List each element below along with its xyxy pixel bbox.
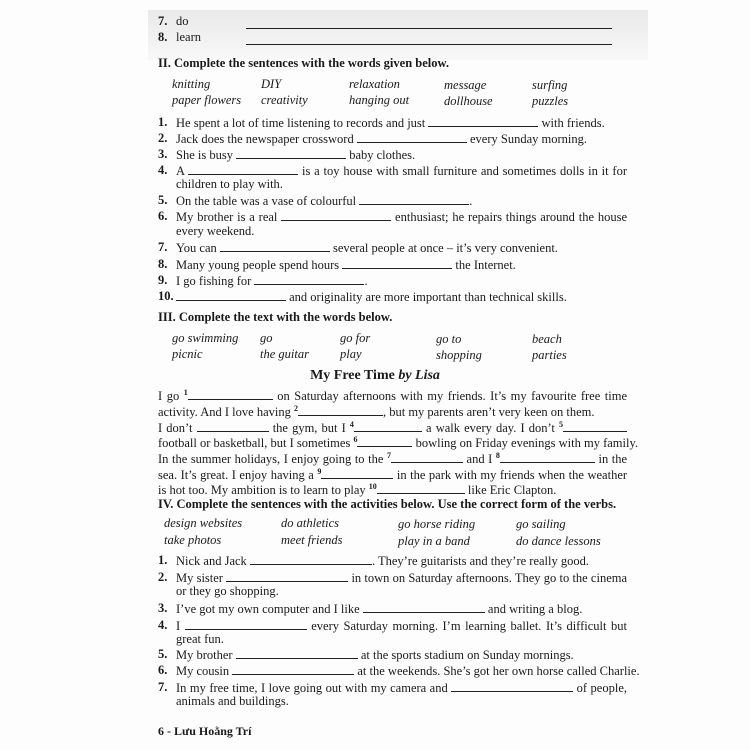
item-number: 8. bbox=[158, 30, 168, 44]
item-number: 2. bbox=[158, 570, 168, 584]
item-text: and writing a blog. bbox=[487, 602, 583, 616]
exercise-item bbox=[158, 209, 627, 225]
item-number: 3. bbox=[158, 601, 168, 615]
item-text: A bbox=[176, 164, 185, 178]
answer-blank[interactable] bbox=[250, 553, 372, 565]
story-text: I go bbox=[158, 389, 180, 404]
section-heading: II. Complete the sentences with the words given below. bbox=[158, 56, 449, 70]
item-text: baby clothes. bbox=[349, 148, 416, 162]
item-text: every Sunday morning. bbox=[469, 132, 587, 146]
exercise-item bbox=[158, 553, 627, 569]
section-heading: III. Complete the text with the words below. bbox=[158, 310, 393, 324]
item-text: . They’re guitarists and they’re really good. bbox=[371, 554, 589, 568]
gap-number: 1 bbox=[183, 388, 188, 397]
story-text: in the bbox=[598, 452, 628, 467]
story-text: the gym, but I bbox=[272, 421, 346, 436]
item-text: every Saturday morning. I’m learning ballet. It’s difficult but bbox=[311, 619, 628, 633]
answer-blank[interactable] bbox=[428, 115, 538, 127]
word-bank-item: the guitar bbox=[260, 347, 309, 361]
item-number: 2. bbox=[158, 131, 168, 145]
exercise-item-continued bbox=[158, 224, 627, 239]
item-text: My sister bbox=[176, 571, 223, 585]
item-number: 8. bbox=[158, 257, 168, 271]
item-text: of people, bbox=[576, 681, 627, 695]
gap-number: 9 bbox=[317, 467, 322, 476]
word-bank-item: go bbox=[260, 331, 273, 345]
item-text: in town on Saturday afternoons. They go to the cinema bbox=[351, 571, 628, 585]
item-text: every weekend. bbox=[176, 224, 255, 238]
word-bank-item: parties bbox=[532, 348, 567, 362]
item-text: I go fishing for bbox=[176, 274, 252, 288]
word-bank-item: paper flowers bbox=[172, 93, 242, 107]
item-text: My brother bbox=[176, 648, 233, 662]
word-bank-item: shopping bbox=[436, 348, 482, 362]
story-text: bowling on Friday evenings with my family. bbox=[415, 436, 639, 451]
story-text: like Eric Clapton. bbox=[467, 483, 557, 498]
exercise-item-continued bbox=[158, 632, 627, 647]
item-text: My cousin bbox=[176, 664, 230, 678]
item-number: 4. bbox=[158, 618, 168, 632]
item-text: at the sports stadium on Sunday mornings. bbox=[360, 648, 574, 662]
word-bank-item: go for bbox=[340, 331, 371, 345]
item-text: children to play with. bbox=[176, 177, 283, 191]
item-number: 5. bbox=[158, 647, 168, 661]
item-text: My brother is a real bbox=[176, 210, 278, 224]
answer-blank[interactable] bbox=[232, 663, 354, 675]
gap-number: 4 bbox=[349, 420, 354, 429]
word-bank-item: hanging out bbox=[349, 93, 410, 107]
story-text: and I bbox=[466, 452, 493, 467]
exercise-item bbox=[158, 273, 627, 289]
section-heading: IV. Complete the sentences with the activities below. Use the correct form of the verbs. bbox=[158, 497, 617, 511]
exercise-item bbox=[158, 147, 627, 163]
gap-number: 8 bbox=[495, 451, 500, 460]
word-bank-item: go sailing bbox=[516, 517, 566, 531]
item-number: 7. bbox=[158, 14, 168, 28]
exercise-item-continued bbox=[158, 694, 627, 709]
word-bank-item: dollhouse bbox=[444, 94, 493, 108]
item-text: at the weekends. She’s got her own horse called Charlie. bbox=[357, 664, 640, 678]
story-text: activity. And I love having bbox=[158, 405, 291, 420]
story-text: sea. It’s great. I enjoy having a bbox=[158, 468, 314, 483]
answer-blank[interactable] bbox=[226, 570, 348, 582]
item-text: He spent a lot of time listening to records and just bbox=[176, 116, 426, 130]
answer-blank[interactable] bbox=[359, 193, 469, 205]
item-text: On the table was a vase of colourful bbox=[176, 194, 357, 208]
item-number: 1. bbox=[158, 553, 168, 567]
story-text: In the summer holidays, I enjoy going to the bbox=[158, 452, 384, 467]
item-number: 7. bbox=[158, 240, 168, 254]
item-word: learn bbox=[176, 30, 201, 44]
item-text: . bbox=[469, 194, 473, 208]
exercise-item bbox=[158, 601, 627, 617]
gap-number: 6 bbox=[353, 435, 358, 444]
answer-blank[interactable] bbox=[391, 451, 463, 463]
word-bank-item: do dance lessons bbox=[516, 534, 601, 548]
word-bank-item: puzzles bbox=[532, 94, 569, 108]
word-bank-item: take photos bbox=[164, 533, 222, 547]
answer-blank[interactable] bbox=[363, 601, 485, 613]
story-title bbox=[0, 368, 750, 384]
answer-blank[interactable] bbox=[500, 451, 595, 463]
item-text: is a toy house with small furniture and sometimes dolls in it for bbox=[302, 164, 627, 178]
story-title-text: My Free Time bbox=[310, 368, 395, 383]
answer-blank[interactable] bbox=[357, 131, 467, 143]
exercise-item-continued bbox=[158, 584, 627, 599]
item-text: She is busy bbox=[176, 148, 233, 162]
item-text: . bbox=[364, 274, 368, 288]
story-text: on Saturday afternoons with my friends. It’s my favourite free time bbox=[277, 389, 627, 404]
item-text: animals and buildings. bbox=[176, 694, 289, 708]
answer-blank[interactable] bbox=[246, 17, 612, 29]
word-bank-item: creativity bbox=[261, 93, 308, 107]
item-text: the Internet. bbox=[455, 258, 516, 272]
item-number: 1. bbox=[158, 115, 168, 129]
answer-blank[interactable] bbox=[236, 647, 358, 659]
answer-blank[interactable] bbox=[281, 209, 391, 221]
gap-number: 7 bbox=[386, 451, 391, 460]
story-author: by Lisa bbox=[398, 368, 440, 383]
answer-blank[interactable] bbox=[563, 420, 627, 432]
story-text: , but my parents aren’t very keen on them. bbox=[382, 405, 595, 420]
word-bank-item: relaxation bbox=[349, 77, 400, 91]
item-text: enthusiast; he repairs things around the house bbox=[395, 210, 627, 224]
answer-blank[interactable] bbox=[188, 388, 273, 400]
exercise-item bbox=[158, 257, 627, 273]
answer-blank[interactable] bbox=[451, 680, 573, 692]
item-word: do bbox=[176, 14, 189, 28]
exercise-item bbox=[158, 131, 627, 147]
word-bank-item: play in a band bbox=[398, 534, 470, 548]
page-footer: 6 - Lưu Hoằng Trí bbox=[158, 724, 252, 738]
word-bank-item: meet friends bbox=[281, 533, 343, 547]
story-text: a walk every day. I don’t bbox=[426, 421, 555, 436]
answer-blank[interactable] bbox=[197, 420, 269, 432]
word-bank-item: design websites bbox=[164, 516, 243, 530]
gap-number: 10 bbox=[368, 482, 377, 491]
answer-blank[interactable] bbox=[185, 618, 307, 630]
word-bank-item: knitting bbox=[172, 77, 211, 91]
word-bank-item: surfing bbox=[532, 78, 568, 92]
story-text: I don’t bbox=[158, 421, 193, 436]
word-bank-item: go to bbox=[436, 332, 462, 346]
item-text: and originality are more important than technical skills. bbox=[289, 290, 567, 304]
answer-blank[interactable] bbox=[188, 163, 298, 175]
exercise-item bbox=[158, 647, 627, 663]
answer-blank[interactable] bbox=[357, 435, 412, 447]
word-bank-item: play bbox=[340, 347, 362, 361]
item-text: Jack does the newspaper crossword bbox=[176, 132, 354, 146]
answer-blank[interactable] bbox=[220, 240, 330, 252]
word-bank-item: go swimming bbox=[172, 331, 239, 345]
answer-blank[interactable] bbox=[176, 289, 286, 301]
story-text: is hot too. My ambition is to learn to play bbox=[158, 483, 366, 498]
item-text: great fun. bbox=[176, 632, 224, 646]
exercise-item bbox=[158, 193, 627, 209]
word-bank-item: message bbox=[444, 78, 487, 92]
exercise-item bbox=[158, 115, 627, 131]
item-number: 5. bbox=[158, 193, 168, 207]
answer-blank[interactable] bbox=[342, 257, 452, 269]
story-text: football or basketball, but I sometimes bbox=[158, 436, 351, 451]
answer-blank[interactable] bbox=[298, 404, 383, 416]
answer-blank[interactable] bbox=[236, 147, 346, 159]
item-text: I’ve got my own computer and I like bbox=[176, 602, 360, 616]
item-text: Nick and Jack bbox=[176, 554, 247, 568]
item-number: 6. bbox=[158, 663, 168, 677]
item-number: 6. bbox=[158, 209, 168, 223]
word-bank-item: go horse riding bbox=[398, 517, 476, 531]
item-text: You can bbox=[176, 241, 217, 255]
word-bank-item: DIY bbox=[261, 77, 282, 91]
answer-blank[interactable] bbox=[246, 33, 612, 45]
item-text: Many young people spend hours bbox=[176, 258, 340, 272]
item-text: several people at once – it’s very convenient. bbox=[333, 241, 558, 255]
item-text: or they go shopping. bbox=[176, 584, 279, 598]
answer-blank[interactable] bbox=[254, 273, 364, 285]
item-text: In my free time, I love going out with my camera and bbox=[176, 681, 448, 695]
item-number: 9. bbox=[158, 273, 168, 287]
item-number: 10. bbox=[158, 289, 174, 303]
exercise-item bbox=[158, 240, 627, 256]
item-text: with friends. bbox=[541, 116, 605, 130]
gap-number: 5 bbox=[559, 420, 564, 429]
word-bank-item: picnic bbox=[172, 347, 203, 361]
gap-number: 2 bbox=[293, 404, 298, 413]
exercise-item bbox=[158, 289, 627, 305]
answer-blank[interactable] bbox=[354, 420, 422, 432]
story-text: in the park with my friends when the weather bbox=[396, 468, 628, 483]
exercise-item-continued bbox=[158, 177, 627, 192]
answer-blank[interactable] bbox=[321, 467, 393, 479]
item-number: 7. bbox=[158, 680, 168, 694]
item-number: 3. bbox=[158, 147, 168, 161]
word-bank-item: beach bbox=[532, 332, 562, 346]
word-bank-item: do athletics bbox=[281, 516, 339, 530]
item-text: I bbox=[176, 619, 181, 633]
story-line bbox=[158, 479, 627, 498]
item-number: 4. bbox=[158, 163, 168, 177]
exercise-item bbox=[158, 663, 640, 679]
answer-blank[interactable] bbox=[377, 482, 465, 494]
